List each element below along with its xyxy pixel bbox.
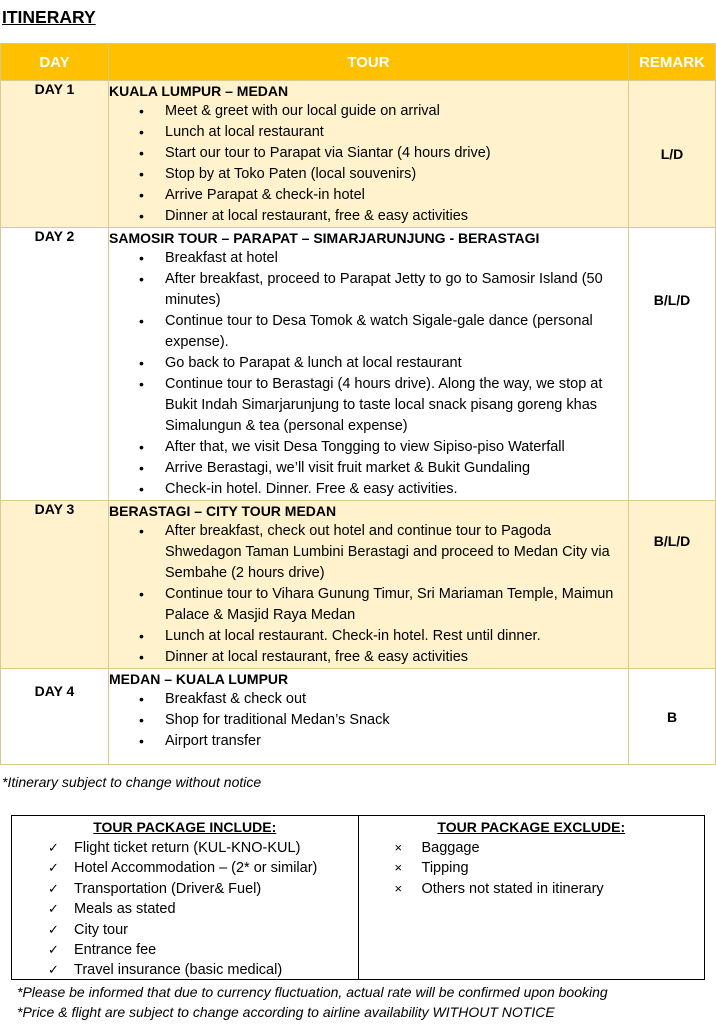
list-item: • Stop by at Toko Paten (local souvenirs) — [109, 164, 628, 185]
package-exclude — [358, 816, 705, 979]
list-item: • Go back to Parapat & lunch at local restaurant — [109, 353, 628, 374]
table-row-day-2 — [1, 228, 716, 501]
list-item: • After that, we visit Desa Tongging to view Sipiso-piso Waterfall — [109, 437, 628, 458]
list-item: ✓ Transportation (Driver& Fuel) — [12, 879, 358, 899]
package-include — [12, 816, 358, 979]
list-item: ✓ Travel insurance (basic medical) — [12, 960, 358, 980]
remark-cell: B/L/D — [629, 228, 716, 501]
list-item: ✓ City tour — [12, 920, 358, 940]
list-item: • Breakfast at hotel — [109, 248, 628, 269]
price-note: *Price & flight are subject to change according to airline availability WITHOUT NOTICE — [17, 1004, 555, 1020]
include-heading: TOUR PACKAGE INCLUDE: — [93, 819, 277, 835]
activity-list — [109, 248, 628, 500]
day-label: DAY 2 — [1, 228, 109, 501]
list-item: • Meet & greet with our local guide on arrival — [109, 101, 628, 122]
list-item: • Dinner at local restaurant, free & easy activities — [109, 206, 628, 227]
include-list — [12, 838, 358, 981]
activity-list — [109, 689, 628, 752]
tour-cell — [109, 669, 629, 765]
remark-cell: B/L/D — [629, 501, 716, 669]
package-box — [11, 815, 705, 980]
list-item: • Arrive Berastagi, we’ll visit fruit market & Bukit Gundaling — [109, 458, 628, 479]
list-item: • After breakfast, check out hotel and continue tour to Pagoda Shwedagon Taman Lumbini Berastagi and proceed to Medan City via Sembahe (2 hours drive) — [109, 521, 628, 584]
tour-cell — [109, 81, 629, 228]
itinerary-table — [0, 43, 716, 765]
bottom-notes — [17, 982, 608, 1022]
itinerary-note: *Itinerary subject to change without notice — [2, 774, 262, 790]
list-item: ✓ Entrance fee — [12, 940, 358, 960]
page-title: ITINERARY — [2, 7, 96, 27]
list-item: • Continue tour to Desa Tomok & watch Sigale-gale dance (personal expense). — [109, 311, 628, 353]
list-item: ✓ Hotel Accommodation – (2* or similar) — [12, 858, 358, 878]
list-item: • Airport transfer — [109, 731, 628, 752]
list-item: × Baggage — [359, 838, 705, 858]
list-item: • Lunch at local restaurant — [109, 122, 628, 143]
exclude-list — [359, 838, 705, 899]
list-item: • Lunch at local restaurant. Check-in hotel. Rest until dinner. — [109, 626, 628, 647]
list-item: • Start our tour to Parapat via Siantar (4 hours drive) — [109, 143, 628, 164]
table-header-row — [1, 44, 716, 81]
list-item: • Shop for traditional Medan’s Snack — [109, 710, 628, 731]
list-item: • Check-in hotel. Dinner. Free & easy activities. — [109, 479, 628, 500]
header-tour: TOUR — [109, 44, 629, 81]
list-item: • Continue tour to Berastagi (4 hours drive). Along the way, we stop at Bukit Indah Simarjarunjung to taste local snack pisang goreng khas Simalungun & tea (personal expense) — [109, 374, 628, 437]
currency-note: *Please be informed that due to currency fluctuation, actual rate will be confirmed upon booking — [17, 984, 608, 1000]
table-row-day-3 — [1, 501, 716, 669]
list-item: ✓ Meals as stated — [12, 899, 358, 919]
day-label: DAY 4 — [1, 669, 109, 765]
tour-cell — [109, 228, 629, 501]
list-item: × Tipping — [359, 858, 705, 878]
tour-cell — [109, 501, 629, 669]
table-row-day-4 — [1, 669, 716, 765]
day-label: DAY 1 — [1, 81, 109, 228]
header-day: DAY — [1, 44, 109, 81]
activity-list — [109, 521, 628, 668]
tour-title: KUALA LUMPUR – MEDAN — [109, 83, 289, 99]
exclude-heading: TOUR PACKAGE EXCLUDE: — [437, 819, 626, 835]
list-item: × Others not stated in itinerary — [359, 879, 705, 899]
tour-title: BERASTAGI – CITY TOUR MEDAN — [109, 503, 337, 519]
header-remark: REMARK — [629, 44, 716, 81]
table-row-day-1 — [1, 81, 716, 228]
list-item: • Breakfast & check out — [109, 689, 628, 710]
list-item: ✓ Flight ticket return (KUL-KNO-KUL) — [12, 838, 358, 858]
remark-cell: B — [629, 669, 716, 765]
activity-list — [109, 101, 628, 227]
tour-title: MEDAN – KUALA LUMPUR — [109, 671, 289, 687]
remark-cell: L/D — [629, 81, 716, 228]
list-item: • Dinner at local restaurant, free & easy activities — [109, 647, 628, 668]
list-item: • After breakfast, proceed to Parapat Jetty to go to Samosir Island (50 minutes) — [109, 269, 628, 311]
tour-title: SAMOSIR TOUR – PARAPAT – SIMARJARUNJUNG - BERASTAGI — [109, 230, 540, 246]
list-item: • Arrive Parapat & check-in hotel — [109, 185, 628, 206]
day-label: DAY 3 — [1, 501, 109, 669]
list-item: • Continue tour to Vihara Gunung Timur, Sri Mariaman Temple, Maimun Palace & Masjid Raya Medan — [109, 584, 628, 626]
